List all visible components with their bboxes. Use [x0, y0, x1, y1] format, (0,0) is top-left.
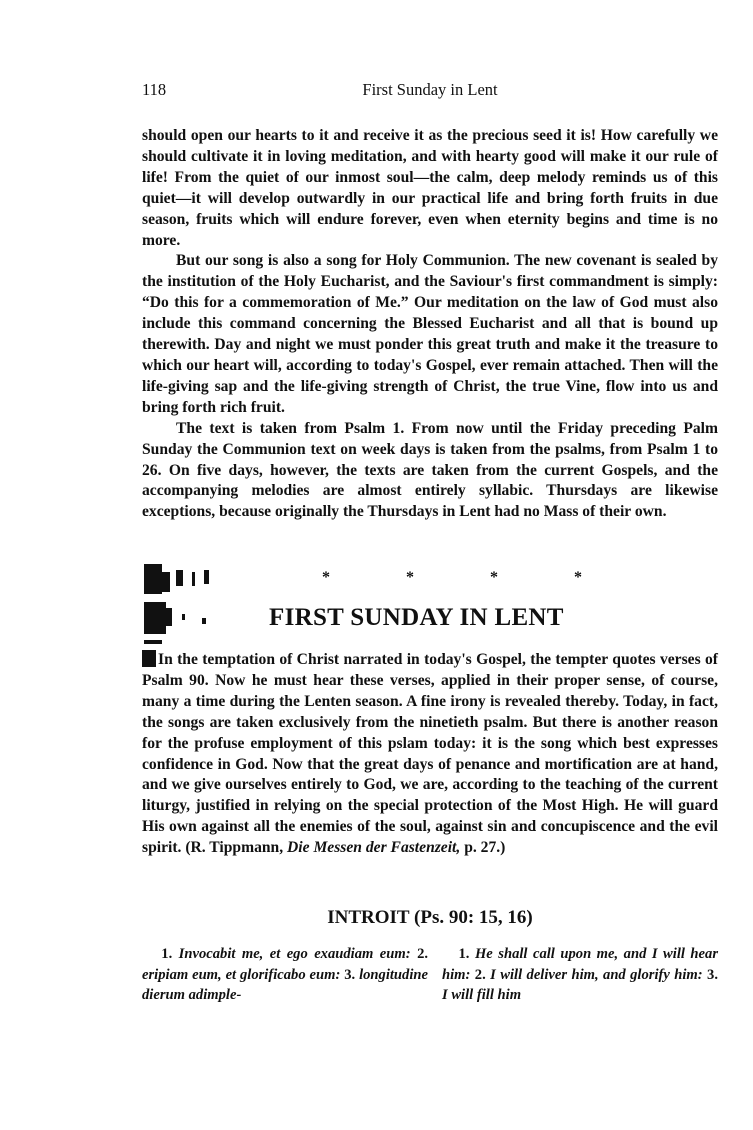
separator-star: *	[406, 569, 414, 586]
chant-notation-icon	[144, 562, 284, 650]
citation-title: Die Messen der Fastenzeit,	[287, 839, 461, 857]
page-number: 118	[142, 80, 167, 99]
introit-heading: INTROIT (Ps. 90: 15, 16)	[327, 907, 533, 928]
english-column: 1. He shall call upon me, and I will hear him: 2. I will deliver him, and glorify him: 3. I will fill him	[442, 946, 718, 1003]
latin-column: 1. Invocabit me, et ego exaudiam eum: 2. eripiam eum, et glorificabo eum: 3. longitudine dierum adimple-	[142, 946, 429, 1003]
section-title: FIRST SUNDAY IN LENT	[269, 604, 564, 631]
latin-verse: longitudine dierum adimple-	[142, 966, 428, 1003]
running-head	[142, 80, 718, 102]
separator-star: *	[322, 569, 330, 586]
english-verse: He shall call upon me, and I will hear him:	[442, 946, 718, 983]
drop-initial-mark	[142, 650, 156, 667]
citation: (R. Tippmann, Die Messen der Fastenzeit, p. 27.)	[185, 839, 506, 857]
body-text	[142, 126, 718, 523]
separator-star: *	[574, 569, 582, 586]
paragraph: The text is taken from Psalm 1. From now until the Friday preceding Palm Sunday the Communion text on week days is taken from the psalms, from Psalm 1 to 26. On five days, however, the texts are taken from the current Gospels, and the accompanying melodies are almost entirely syllabic. Thursdays are likewise exceptions, because originally the Thursdays in Lent had no Mass of their own.	[142, 419, 718, 521]
english-verse: I will deliver him, and glorify him:	[490, 966, 703, 983]
section-paragraph: In the temptation of Christ narrated in today's Gospel, the tempter quotes verses of Psalm 90. Now he must hear these verses, applied in their proper sense, of course, many a time during the Lenten season. A fine irony is revealed thereby. Today, in fact, the songs are taken exclusively from the ninetieth psalm. But there is another reason for the profuse employment of this pslam today: it is the song which best expresses confidence in God. Now that the great days of penance and mortification are at hand, and we give ourselves entirely to God, we are, according to the teaching of the current liturgy, justified in relying on the special protection of the Most High. He will guard His own against all the enemies of the soul, against sin and concupiscence and the evil spirit.	[142, 651, 718, 857]
separator-star: *	[490, 569, 498, 586]
latin-verse: eripiam eum, et glorificabo eum:	[142, 966, 341, 983]
chant-notation-fragment	[144, 562, 284, 650]
english-verse: I will fill him	[442, 987, 522, 1003]
running-title: First Sunday in Lent	[362, 80, 498, 99]
section-separator	[322, 569, 582, 587]
paragraph: But our song is also a song for Holy Communion. The new covenant is sealed by the institution of the Holy Eucharist, and the Saviour's first commandment is simply: “Do this for a commemoration of Me.” Our meditation on the law of God must also include this command concerning the Blessed Eucharist and all that is bound up therewith. Day and night we must ponder this great truth and make it the treasure to which our heart will, according to today's Gospel, ever remain attached. Then will the life-giving sap and the life-giving strength of Christ, the true Vine, flow into us and bring forth rich fruit.	[142, 252, 718, 416]
section-text	[142, 650, 718, 859]
latin-verse: Invocabit me, et ego exaudiam eum:	[178, 946, 411, 962]
paragraph: should open our hearts to it and receive it as the precious seed it is! How carefully we should cultivate it in loving meditation, and with hearty good will make it our rule of life! From the quiet of our inmost soul—the calm, deep melody reminds us of this quiet—it will develop outwardly in our practical life and bring forth fruits in due season, fruits which will endure forever, even when eternity begins and time is no more.	[142, 127, 718, 249]
